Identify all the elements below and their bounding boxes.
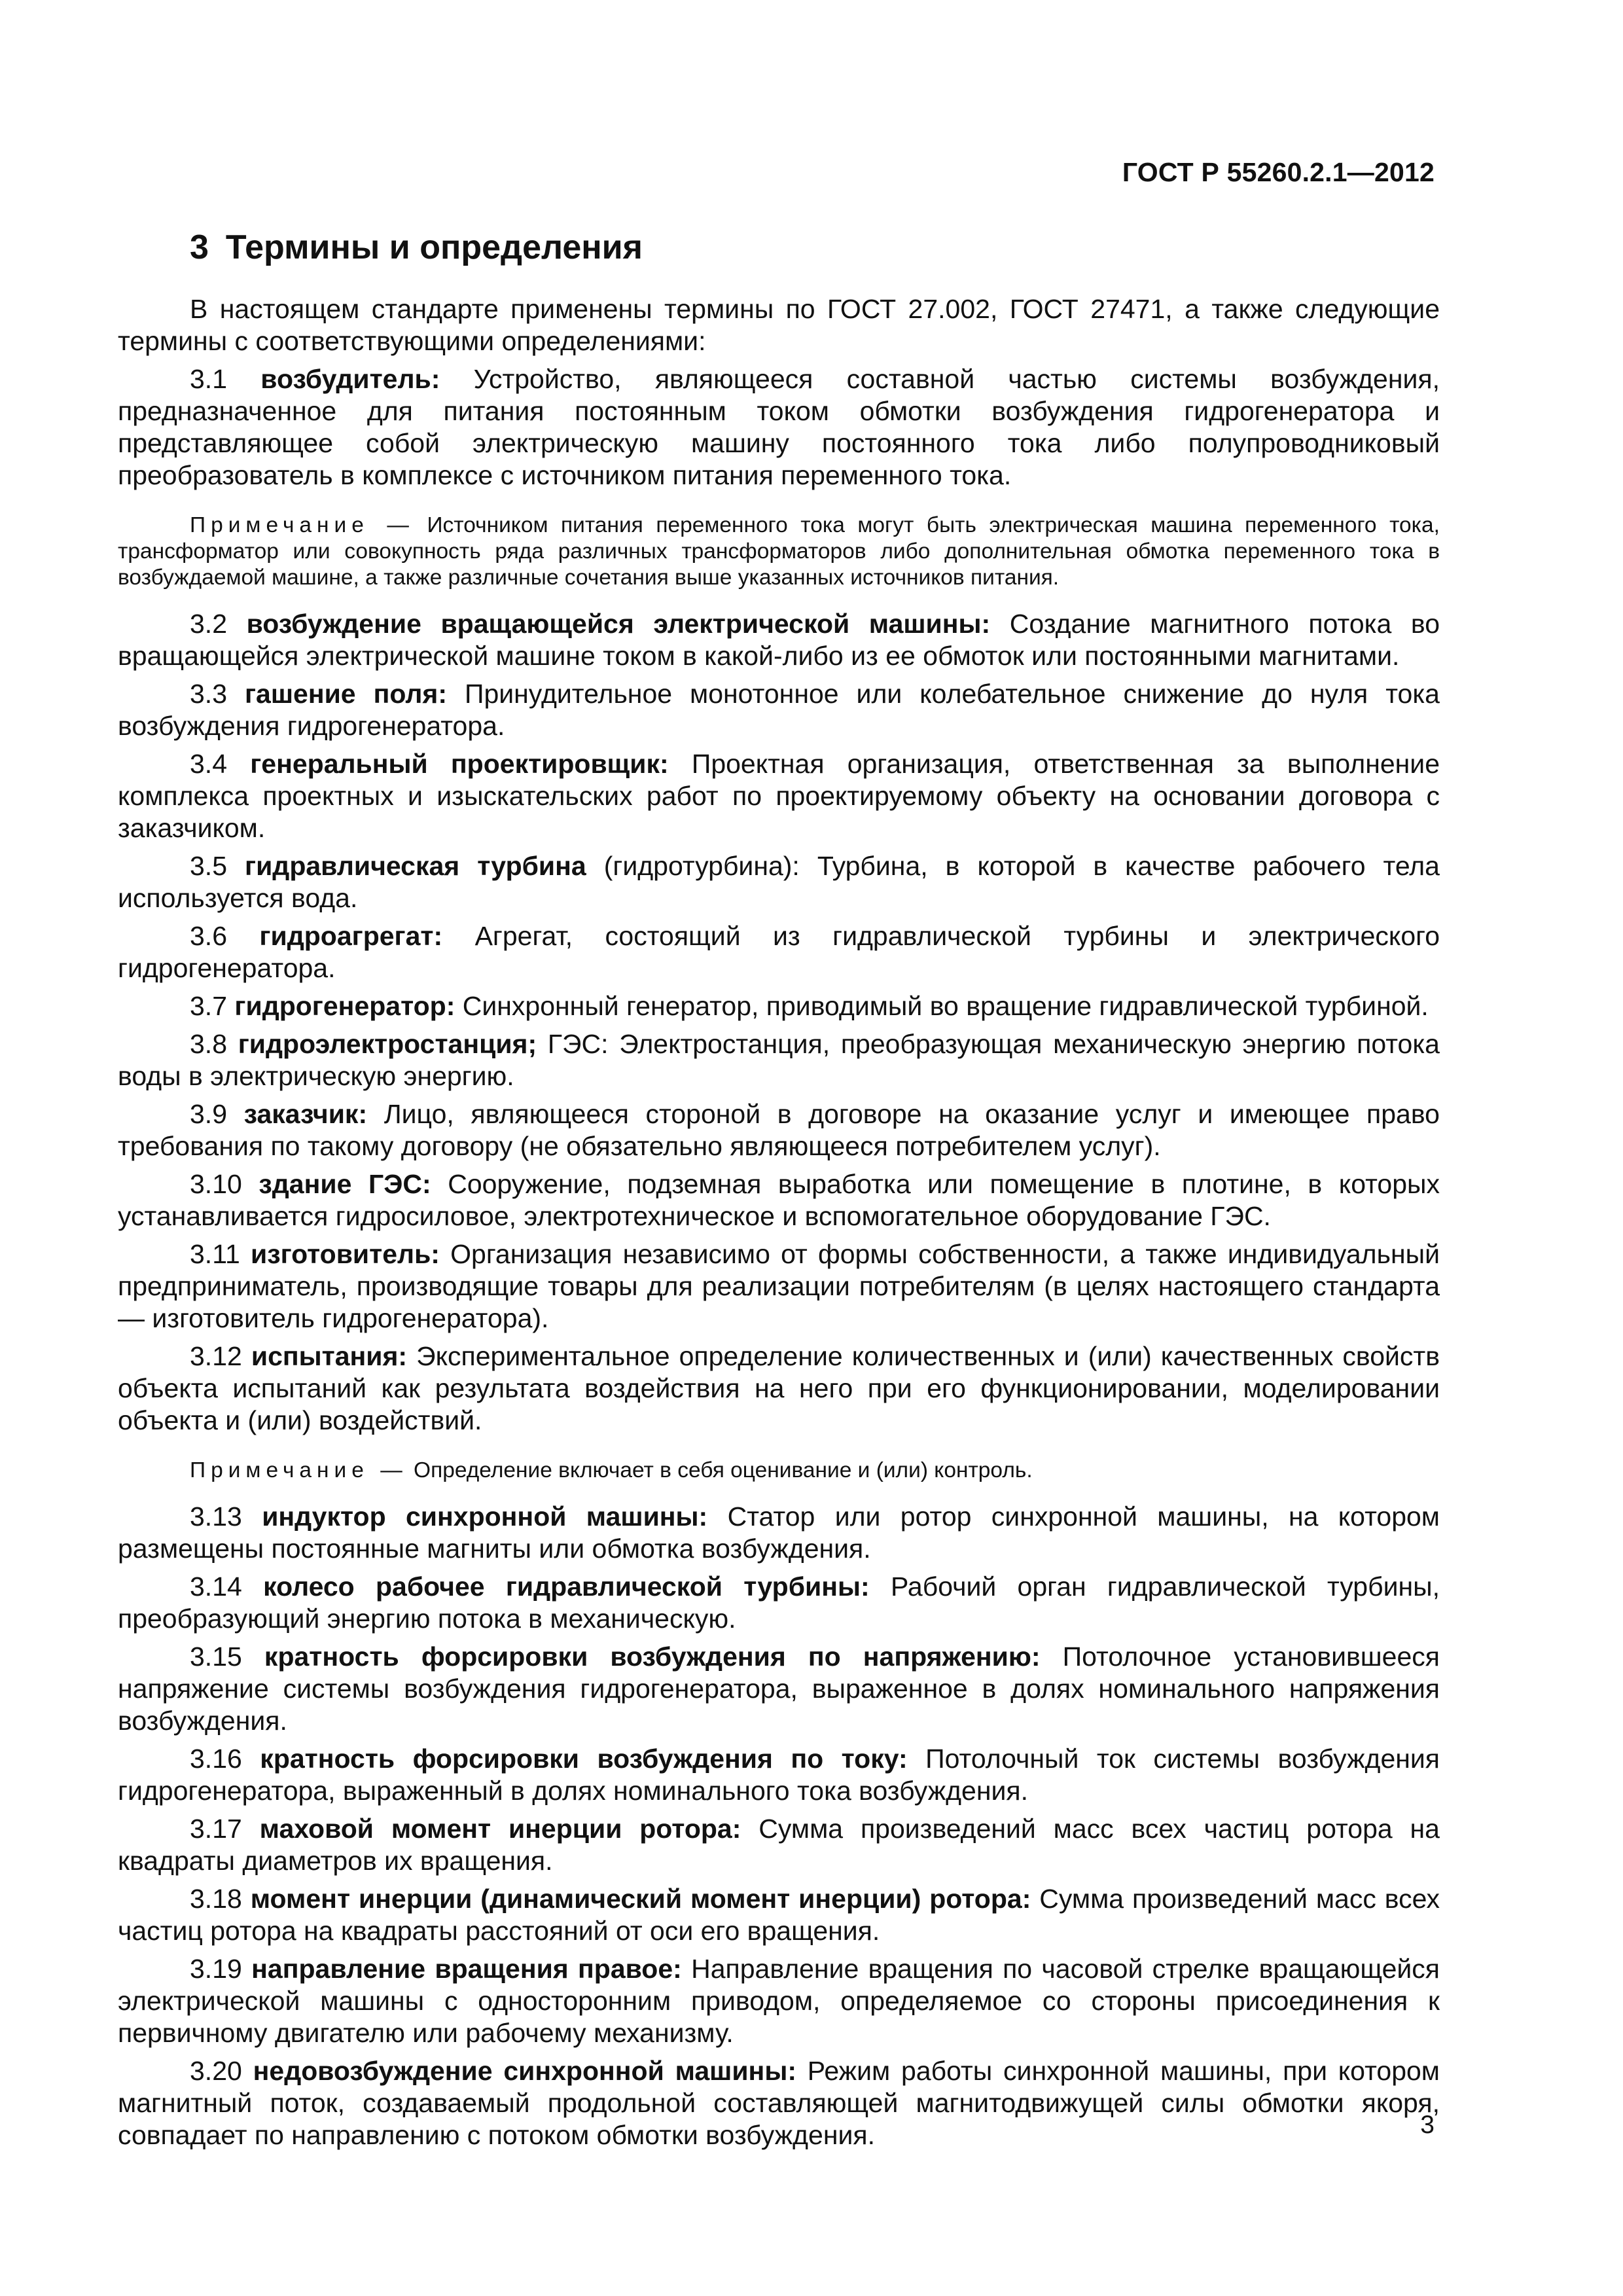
term-number: 3.14 [190,1571,242,1602]
page-number: 3 [1420,2111,1435,2139]
term-name: колесо рабочее гидравлической турбины: [263,1571,870,1602]
term-definition: Организация независимо от формы собственности, а также индивидуальный предприниматель, производящие товары для реализации потребителям (в целях настоящего стандарта — изготовитель гидрогенератора). [118,1239,1440,1333]
term-entry [118,748,1440,844]
term-entry [118,850,1440,914]
section-title: Термины и определения [225,228,643,266]
term-entry [118,1571,1440,1635]
document-code: ГОСТ Р 55260.2.1—2012 [1122,157,1435,187]
term-name: направление вращения правое: [251,1954,682,1984]
term-number: 3.5 [190,851,227,881]
intro-paragraph: В настоящем стандарте применены термины по ГОСТ 27.002, ГОСТ 27471, а также следующие термины с соответствующими определениями: [118,294,1440,356]
term-name: гидрогенератор: [234,991,455,1021]
term-definition: Создание магнитного потока во вращающейся электрической машине током в какой-либо из ее обмоток или постоянными магнитами. [118,609,1440,671]
term-name: кратность форсировки возбуждения по току: [260,1744,908,1774]
term-entry [118,1641,1440,1737]
term-definition: Проектная организация, ответственная за выполнение комплекса проектных и изыскательских работ по проектируемому объекту на основании договора с заказчиком. [118,749,1440,843]
term-entry [118,990,1440,1022]
term-name: гидравлическая турбина [245,851,586,881]
term-definition: ГЭС: Электростанция, преобразующая механическую энергию потока воды в электрическую энергию. [118,1029,1440,1091]
term-number: 3.17 [190,1814,242,1844]
term-number: 3.2 [190,609,227,639]
note-label: Примечание — [190,513,414,537]
section-number: 3 [190,228,209,266]
term-number: 3.19 [190,1954,242,1984]
term-definition: Устройство, являющееся составной частью системы возбуждения, предназначенное для питания постоянным током обмотки возбуждения гидрогенератора и представляющее собой электрическую машину постоянного тока либо полупроводниковый преобразователь в комплексе с источником питания переменного тока. [118,364,1440,490]
term-definition: Экспериментальное определение количественных и (или) качественных свойств объекта испытаний как результата воздействия на него при его функционировании, моделировании объекта и (или) воздействий. [118,1341,1440,1435]
term-name: гидроагрегат: [259,921,443,951]
term-entry [118,1743,1440,1807]
term-definition: Сумма произведений масс всех частиц ротора на квадраты расстояний от оси его вращения. [118,1884,1440,1946]
term-name: испытания: [251,1341,408,1371]
term-entry [118,1168,1440,1232]
term-definition: Потолочный ток системы возбуждения гидрогенератора, выраженный в долях номинального тока возбуждения. [118,1744,1440,1806]
term-name: возбуждение вращающейся электрической машины: [246,609,991,639]
term-entry [118,1340,1440,1437]
term-entry [118,608,1440,672]
term-entry [118,1813,1440,1877]
term-number: 3.1 [190,364,227,394]
term-name: генеральный проектировщик: [250,749,669,779]
term-name: изготовитель: [251,1239,440,1269]
note-text: Источником питания переменного тока могут быть электрическая машина переменного тока, трансформатор или совокупность ряда различных трансформаторов либо дополнительная обмотка переменного тока в возбуждаемой машине, а также различные сочетания выше указанных источников питания. [118,513,1440,590]
term-entry [118,1501,1440,1565]
term-definition: Синхронный генератор, приводимый во вращение гидравлической турбиной. [462,991,1429,1021]
term-definition: Режим работы синхронной машины, при котором магнитный поток, создаваемый продольной составляющей магнитодвижущей силы обмотки якоря, совпадает по направлению с потоком обмотки возбуждения. [118,2056,1440,2150]
term-definition: Направление вращения по часовой стрелке вращающейся электрической машины с односторонним приводом, определяемое со стороны присоединения к первичному двигателю или рабочему механизму. [118,1954,1440,2048]
term-name: гашение поля: [244,679,447,709]
term-number: 3.6 [190,921,227,951]
term-entry [118,1098,1440,1162]
term-number: 3.10 [190,1169,242,1199]
term-number: 3.16 [190,1744,242,1774]
term-name: заказчик: [243,1099,368,1129]
term-entry [118,1028,1440,1092]
term-definition: Рабочий орган гидравлической турбины, преобразующий энергию потока в механическую. [118,1571,1440,1634]
terms-list [118,363,1440,2151]
term-entry [118,1883,1440,1947]
term-note [118,512,1440,591]
term-number: 3.9 [190,1099,227,1129]
term-name: недовозбуждение синхронной машины: [253,2056,796,2086]
term-number: 3.7 [190,991,227,1021]
term-number: 3.8 [190,1029,227,1059]
page-content [118,228,1440,2157]
note-text: Определение включает в себя оценивание и (или) контроль. [414,1458,1033,1482]
section-heading [190,228,1440,267]
term-entry [118,363,1440,492]
term-definition: Лицо, являющееся стороной в договоре на оказание услуг и имеющее право требования по такому договору (не обязательно являющееся потребителем услуг). [118,1099,1440,1161]
term-entry [118,678,1440,742]
term-entry [118,920,1440,984]
term-number: 3.20 [190,2056,242,2086]
term-name: индуктор синхронной машины: [262,1501,708,1532]
term-definition: Агрегат, состоящий из гидравлической турбины и электрического гидрогенератора. [118,921,1440,983]
term-note [118,1458,1440,1484]
term-definition: (гидротурбина): Турбина, в которой в качестве рабочего тела используется вода. [118,851,1440,913]
term-name: возбудитель: [260,364,440,394]
note-label: Примечание — [190,1458,408,1482]
term-entry [118,1953,1440,2049]
term-number: 3.18 [190,1884,242,1914]
term-name: маховой момент инерции ротора: [259,1814,741,1844]
term-name: момент инерции (динамический момент инерции) ротора: [250,1884,1031,1914]
term-definition: Сооружение, подземная выработка или помещение в плотине, в которых устанавливается гидросиловое, электротехническое и вспомогательное оборудование ГЭС. [118,1169,1440,1231]
term-number: 3.15 [190,1641,242,1672]
term-number: 3.4 [190,749,227,779]
term-number: 3.11 [190,1239,240,1269]
term-definition: Потолочное установившееся напряжение системы возбуждения гидрогенератора, выраженное в долях номинального напряжения возбуждения. [118,1641,1440,1736]
term-number: 3.13 [190,1501,242,1532]
term-definition: Статор или ротор синхронной машины, на котором размещены постоянные магниты или обмотка возбуждения. [118,1501,1440,1564]
term-definition: Сумма произведений масс всех частиц ротора на квадраты диаметров их вращения. [118,1814,1440,1876]
term-number: 3.3 [190,679,227,709]
term-name: кратность форсировки возбуждения по напряжению: [264,1641,1041,1672]
term-entry [118,1238,1440,1335]
term-definition: Принудительное монотонное или колебательное снижение до нуля тока возбуждения гидрогенератора. [118,679,1440,741]
term-name: здание ГЭС: [259,1169,431,1199]
term-number: 3.12 [190,1341,242,1371]
term-entry [118,2055,1440,2151]
term-name: гидроэлектростанция; [238,1029,537,1059]
